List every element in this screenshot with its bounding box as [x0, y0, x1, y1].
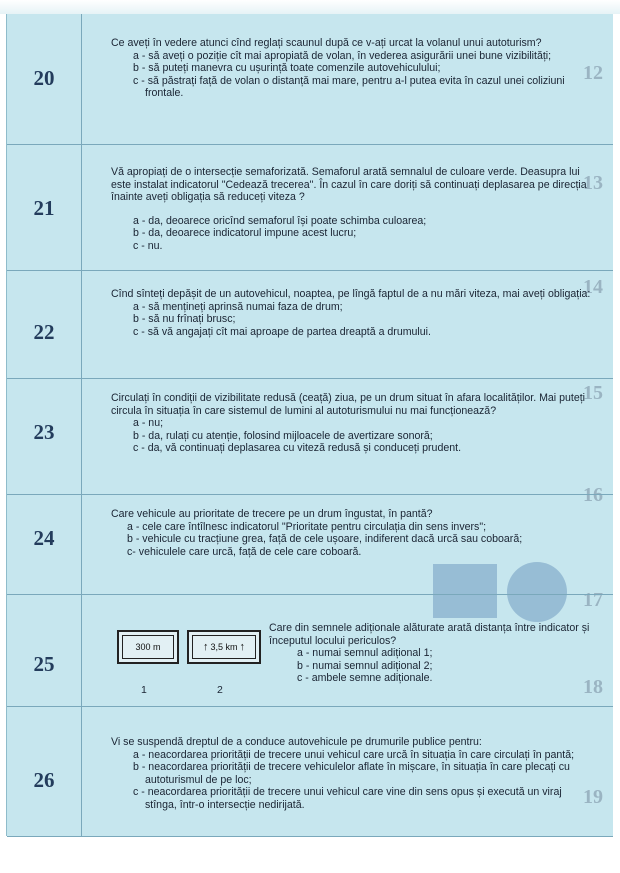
question-text: Circulați în condiții de vizibilitate redusă (ceață) ziua, pe un drum situat în afara localităților. Mai puteți circula în situația în care sistemul de lumini al autoturismului nu mai funcționează? [111, 392, 586, 417]
answer-option-c[interactable]: c - neacordarea priorității de trecere unui vehicul care vine din sens opus și execută un viraj stînga, într-o intersecție nedirijată. [133, 786, 562, 811]
additional-sign-2-panel [192, 635, 256, 659]
answer-option-b[interactable]: b - da, deoarece indicatorul impune acest lucru; [133, 227, 357, 240]
answer-option-c[interactable]: c - ambele semne adiționale. [297, 672, 433, 685]
additional-sign-2-label: 3,5 km [210, 642, 238, 652]
answer-option-a[interactable]: a - să mențineți aprinsă numai faza de drum; [133, 300, 343, 313]
question-row-22 [7, 270, 613, 379]
question-number: 25 [33, 652, 55, 676]
question-row-24 [7, 494, 613, 595]
question-body [111, 288, 591, 338]
question-number: 22 [33, 320, 55, 344]
question-text: Care vehicule au prioritate de trecere pe un drum îngustat, în pantă? [111, 508, 433, 520]
answer-option-c[interactable]: c - să păstrați față de volan o distanță mai mare, pentru a-l putea evita în cazul unei coliziuni frontale. [133, 74, 565, 100]
question-text: Cînd sînteți depășit de un autovehicul, noaptea, pe lîngă faptul de a nu mări viteza, mai aveți obligația: [111, 288, 591, 300]
question-row-21 [7, 144, 613, 271]
sign-caption-1: 1 [141, 684, 147, 696]
answer-option-a[interactable]: a - nu; [133, 417, 164, 430]
question-row-25 [7, 594, 613, 707]
answer-option-b[interactable]: b - numai semnul adițional 2; [297, 659, 433, 672]
question-sheet [6, 14, 613, 836]
answer-option-a[interactable]: a - cele care întîlnesc indicatorul "Prioritate pentru circulația din sens invers"; [127, 520, 487, 533]
additional-sign-1-label: 300 m [135, 642, 161, 652]
answer-option-b[interactable]: b - da, rulați cu atenție, folosind mijloacele de avertizare sonoră; [133, 429, 433, 442]
question-body [111, 166, 591, 253]
bleed-through-mark: 19 [583, 786, 603, 808]
bleed-through-mark: 14 [583, 276, 603, 298]
bleed-through-mark: 16 [583, 484, 603, 506]
question-body [269, 622, 599, 685]
bleed-through-mark: 17 [583, 589, 603, 611]
question-text: Care din semnele adiționale alăturate arată distanța între indicator și începutul locului periculos? [269, 622, 590, 647]
question-text: Ce aveți în vedere atunci cînd reglați scaunul după ce v-ați urcat la volanul unui autoturism? [111, 37, 542, 49]
question-number: 26 [33, 768, 55, 792]
additional-sign-1 [117, 630, 179, 664]
question-body [111, 508, 591, 558]
answer-option-a[interactable]: a - neacordarea priorității de trecere unui vehicul care urcă în situația în care circulați în pantă; [133, 748, 575, 761]
page-top-margin [0, 0, 620, 14]
answer-option-c[interactable]: c- vehiculele care urcă, față de cele care coboară. [127, 545, 362, 558]
sign-caption-2: 2 [217, 684, 223, 696]
answer-option-c[interactable]: c - da, vă continuați deplasarea cu viteză redusă și conduceți prudent. [133, 442, 462, 455]
bleed-through-mark: 13 [583, 172, 603, 194]
answer-option-c[interactable]: c - să vă angajați cît mai aproape de partea dreaptă a drumului. [133, 325, 431, 338]
answer-option-a[interactable]: a - numai semnul adițional 1; [297, 647, 433, 660]
question-number: 24 [33, 526, 55, 550]
bleed-through-mark: 15 [583, 382, 603, 404]
answer-option-a[interactable]: a - să aveți o poziție cît mai apropiată de volan, în vederea asigurării unei bune vizibilități; [133, 49, 552, 62]
question-text: Vi se suspendă dreptul de a conduce autovehicule pe drumurile publice pentru: [111, 736, 482, 748]
question-body [111, 736, 591, 812]
answer-option-b[interactable]: b - vehicule cu tracțiune grea, față de cele ușoare, indiferent dacă urcă sau coboară; [127, 533, 523, 546]
answer-option-b[interactable]: b - neacordarea priorității de trecere vehiculelor aflate în mișcare, în situația în care plecați cu autoturismul de pe loc; [133, 761, 570, 786]
up-arrow-icon: ↑ [202, 641, 209, 653]
answer-option-b[interactable]: b - să puteți manevra cu ușurință toate comenzile autovehiculului; [133, 62, 441, 75]
question-row-26 [7, 706, 613, 837]
question-row-23 [7, 378, 613, 495]
answer-option-b[interactable]: b - să nu frînați brusc; [133, 313, 236, 326]
question-body [111, 392, 591, 455]
bleed-through-mark: 12 [583, 62, 603, 84]
answer-option-c[interactable]: c - nu. [133, 239, 163, 252]
question-number: 21 [33, 196, 55, 220]
additional-sign-1-panel [122, 635, 174, 659]
question-text: Vă apropiați de o intersecție semaforizată. Semaforul arată semnalul de culoare verde. Deasupra lui este instalat indicatorul "Cedează trecerea". În cazul în care doriți să continuați deplasarea pe direcția înainte aveți obligația să reduceți viteza ? [111, 166, 587, 204]
answer-option-a[interactable]: a - da, deoarece oricînd semaforul își poate schimba culoarea; [133, 214, 427, 227]
up-arrow-icon: ↑ [239, 641, 245, 653]
question-body [111, 37, 591, 100]
additional-sign-2 [187, 630, 261, 664]
bleed-through-mark: 18 [583, 676, 603, 698]
question-number: 20 [33, 66, 55, 90]
question-number: 23 [33, 420, 55, 444]
question-row-20 [7, 14, 613, 145]
